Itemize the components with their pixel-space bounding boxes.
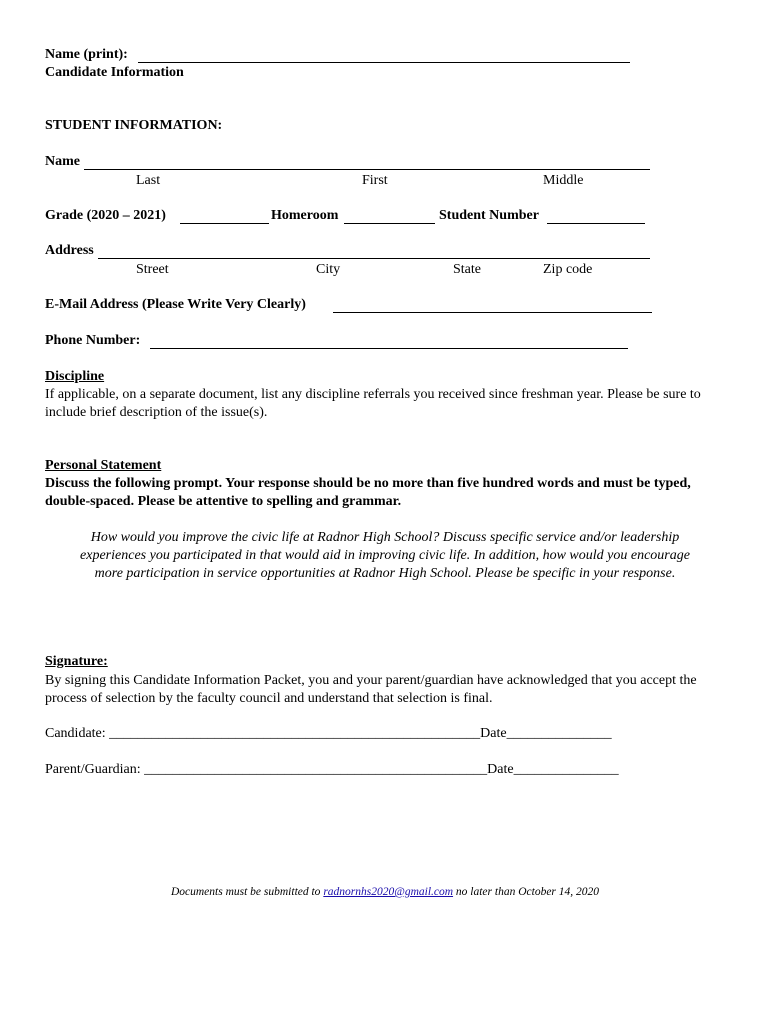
homeroom-line[interactable]: [344, 223, 435, 224]
student-number-line[interactable]: [547, 223, 645, 224]
candidate-label: Candidate:: [45, 726, 110, 741]
submission-footer: [0, 886, 770, 898]
addr-sub-street: Street: [136, 262, 169, 277]
name-label: Name: [45, 154, 80, 169]
name-sub-last: Last: [136, 173, 161, 188]
personal-statement-instructions: Discuss the following prompt. Your response should be no more than five hundred words and must be typed, double-spaced. Please be attentive to spelling and grammar.: [45, 476, 691, 509]
name-line[interactable]: [84, 169, 650, 170]
candidate-date-blank[interactable]: _______________: [506, 726, 612, 741]
footer-prefix: Documents must be submitted to: [170, 886, 324, 898]
discipline-body: If applicable, on a separate document, list any discipline referrals you received since freshman year. Please be sure to include brief description of the issue(s).: [45, 387, 701, 420]
phone-line[interactable]: [150, 348, 628, 349]
candidate-date-label: Date: [480, 726, 507, 741]
name-sub-middle: Middle: [543, 173, 584, 188]
addr-sub-zip: Zip code: [543, 262, 593, 277]
homeroom-label: Homeroom: [271, 208, 339, 223]
parent-date-label: Date: [487, 762, 514, 777]
prompt-line-1: How would you improve the civic life at Radnor High School? Discuss specific service and/or leadership: [90, 530, 680, 545]
footer-suffix: no later than October 14, 2020: [453, 886, 600, 898]
name-print-line[interactable]: [138, 62, 630, 63]
candidate-signature-blank[interactable]: _____________________________________________________: [109, 726, 481, 741]
addr-sub-city: City: [316, 262, 341, 277]
parent-label: Parent/Guardian:: [45, 762, 145, 777]
personal-statement-heading: Personal Statement: [45, 458, 162, 473]
parent-signature-blank[interactable]: _________________________________________________: [144, 762, 488, 777]
candidate-info-heading: Candidate Information: [45, 65, 184, 80]
name-print-label: Name (print):: [45, 47, 128, 62]
addr-sub-state: State: [453, 262, 481, 277]
discipline-heading: Discipline: [45, 369, 105, 384]
submission-email-link[interactable]: radnornhs2020@gmail.com: [323, 886, 454, 898]
signature-body: By signing this Candidate Information Packet, you and your parent/guardian have acknowledged that you accept the process of selection by the faculty council and understand that selection is final.: [45, 673, 697, 706]
prompt-line-2: experiences you participated in that would aid in improving civic life. In addition, how would you encourage: [80, 548, 690, 563]
student-info-heading: STUDENT INFORMATION:: [45, 118, 223, 133]
email-label: E-Mail Address (Please Write Very Clearly): [45, 297, 306, 312]
parent-signature-row[interactable]: [45, 762, 619, 778]
grade-line[interactable]: [180, 223, 269, 224]
email-line[interactable]: [333, 312, 652, 313]
address-line[interactable]: [98, 258, 650, 259]
student-number-label: Student Number: [439, 208, 539, 223]
parent-date-blank[interactable]: _______________: [513, 762, 619, 777]
name-sub-first: First: [362, 173, 388, 188]
candidate-signature-row[interactable]: [45, 726, 612, 742]
signature-heading: Signature:: [45, 654, 108, 669]
address-label: Address: [45, 243, 94, 258]
grade-label: Grade (2020 – 2021): [45, 208, 166, 223]
prompt-line-3: more participation in service opportunities at Radnor High School. Please be specific in your response.: [94, 566, 676, 581]
phone-label: Phone Number:: [45, 333, 141, 348]
